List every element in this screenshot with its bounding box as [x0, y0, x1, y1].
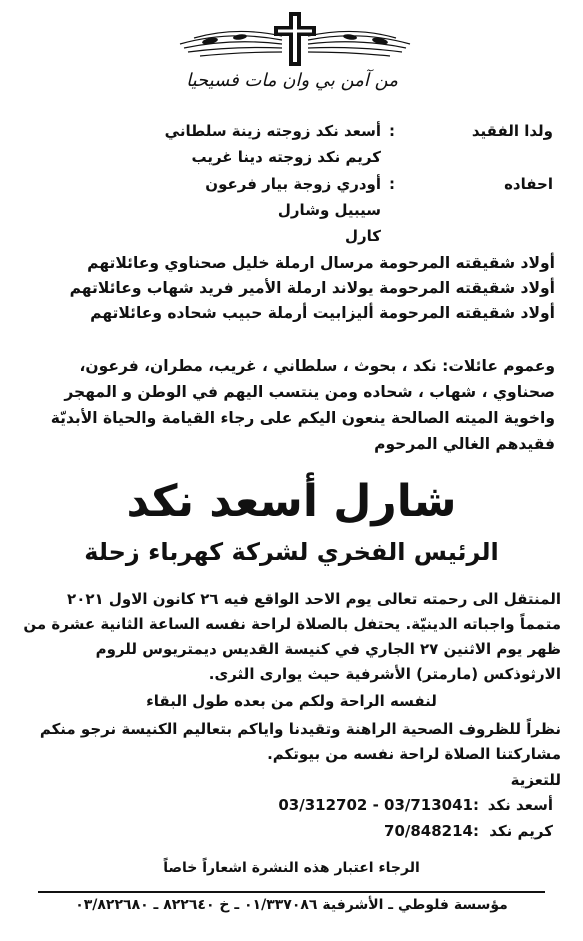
contact-name: أسعد نكد: [487, 796, 553, 814]
son-name: أسعد نكد زوجته زينة سلطاني: [164, 122, 381, 140]
condolence-contact-row: أسعد نكد:: [473, 796, 553, 814]
grandchild-name: أودري زوجة بيار فرعون: [205, 175, 381, 193]
son-name: كريم نكد زوجته دينا غريب: [191, 148, 381, 166]
relatives-line: أولاد شقيقته المرحومة أليزابيت أرملة حبيب شحاده وعائلاتهم: [90, 304, 555, 322]
families-line: واخوية الميته الصالحة ينعون اليكم على رجاء القيامة والحياة الأبديّة: [50, 409, 555, 427]
funeral-text-line: ظهر يوم الاثنين ٢٧ الجاري في كنيسة القديس ديمتريوس للروم: [95, 640, 561, 658]
contact-name: كريم نكد: [489, 822, 553, 840]
notice-text-line: نظراً للظروف الصحية الراهنة وتقيدنا واياكم بتعاليم الكنيسة نرجو منكم: [39, 720, 561, 738]
closing-note: الرجاء اعتبار هذه النشرة اشعاراً خاصاً: [163, 860, 420, 876]
cross-emblem-icon: [170, 8, 420, 70]
footer-publisher: مؤسسة فلوطي ـ الأشرفية ٠١/٣٣٧٠٨٦ ـ خ ٨٢٢٦٤٠ ـ ٠٣/٨٢٢٦٨٠: [75, 897, 508, 913]
funeral-text-line: الارثوذكس (مارمتر) الأشرفية حيث يوارى الثرى.: [208, 665, 561, 683]
contact-phones: 70/848214: [384, 822, 473, 840]
condolence-contact-row: كريم نكد:: [473, 822, 553, 840]
grandchild-name: سيبيل وشارل: [277, 201, 381, 219]
deceased-name: شارل أسعد نكد: [126, 476, 457, 527]
grandchild-name: كارل: [344, 227, 381, 245]
families-line: وعموم عائلات: نكد ، بحوث ، سلطاني ، غريب، مطران، فرعون،: [79, 357, 555, 375]
condolences-heading: للتعزية: [510, 771, 561, 789]
deceased-title: الرئيس الفخري لشركة كهرباء زحلة: [84, 538, 499, 566]
notice-text-line: مشاركتنا الصلاة لراحة نفسه من بيوتكم.: [267, 745, 561, 763]
grandchildren-row: احفاده:أودري زوجة بيار فرعون: [205, 175, 553, 193]
grandchildren-label: احفاده: [504, 175, 553, 193]
bible-verse: من آمن بي وان مات فسيحيا: [186, 70, 398, 91]
families-line: صحناوي ، شهاب ، شحاده ومن ينتسب اليهم في الوطن و المهجر: [64, 383, 555, 401]
contact-phones: 03/312702 - 03/713041: [278, 796, 473, 814]
sons-label: ولدا الفقيد: [471, 122, 553, 140]
sons-row: ولدا الفقيد:أسعد نكد زوجته زينة سلطاني: [164, 122, 553, 140]
funeral-text-line: المنتقل الى رحمته تعالى يوم الاحد الواقع فيه ٢٦ كانون الاول ٢٠٢١: [67, 590, 561, 608]
relatives-line: أولاد شقيقته المرحومة مرسال ارملة خليل صحناوي وعائلاتهم: [87, 254, 555, 272]
blessing-text: لنفسه الراحة ولكم من بعده طول البقاء: [146, 692, 437, 710]
relatives-line: أولاد شقيقته المرحومة يولاند ارملة الأمير فريد شهاب وعائلاتهم: [69, 279, 555, 297]
families-line: فقيدهم الغالي المرحوم: [374, 435, 555, 453]
funeral-text-line: متمماً واجباته الدينيّة. يحتفل بالصلاة لراحة نفسه الساعة الثانية عشرة من: [23, 615, 561, 633]
footer-divider: [38, 891, 545, 893]
